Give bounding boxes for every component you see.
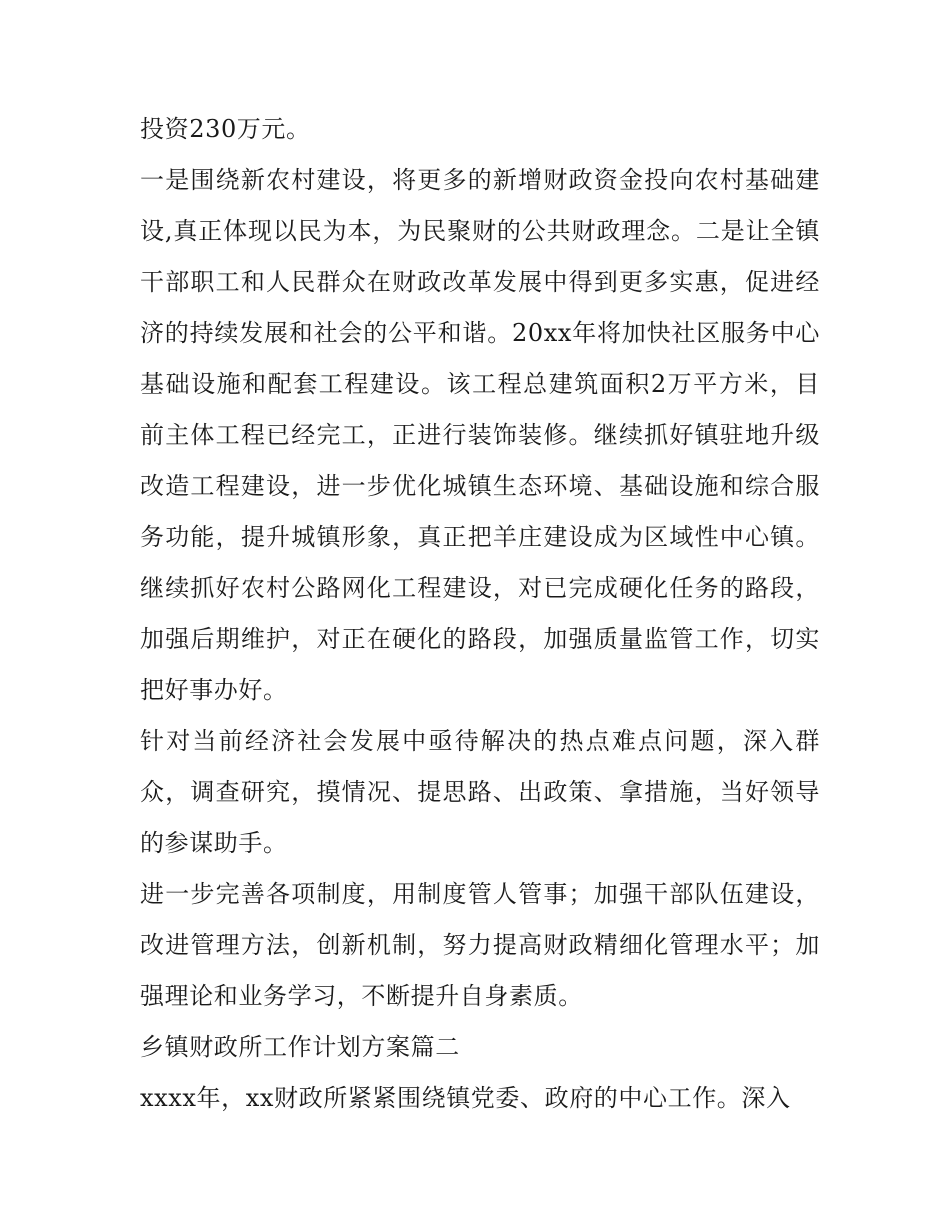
paragraph-rural-construction: 一是围绕新农村建设，将更多的新增财政资金投向农村基础建设,真正体现以民为本，为民聚财的公共财政理念。二是让全镇干部职工和人民群众在财政改革发展中得到更多实惠，促进经济的持续发展和社会的公平和谐。20xx年将加快社区服务中心基础设施和配套工程建设。该工程总建筑面积2万平方米，目前主体工程已经完工，正进行装饰装修。继续抓好镇驻地升级改造工程建设，进一步优化城镇生态环境、基础设施和综合服务功能，提升城镇形象，真正把羊庄建设成为区域性中心镇。继续抓好农村公路网化工程建设，对已完成硬化任务的路段，加强后期维护，对正在硬化的路段，加强质量监管工作，切实把好事办好。 [140, 166, 820, 704]
section-heading: 乡镇财政所工作计划方案篇二 [140, 1033, 460, 1061]
document-body [140, 104, 820, 1124]
paragraph-investment-tail: 投资230万元。 [140, 115, 311, 143]
paragraph-section-two-intro: xxxx年，xx财政所紧紧围绕镇党委、政府的中心工作。深入 [140, 1084, 791, 1112]
paragraph-research: 针对当前经济社会发展中亟待解决的热点难点问题，深入群众，调查研究，摸情况、提思路、出政策、拿措施，当好领导的参谋助手。 [140, 727, 820, 857]
paragraph-system-improvement: 进一步完善各项制度，用制度管人管事；加强干部队伍建设，改进管理方法，创新机制，努力提高财政精细化管理水平；加强理论和业务学习，不断提升自身素质。 [140, 880, 820, 1010]
